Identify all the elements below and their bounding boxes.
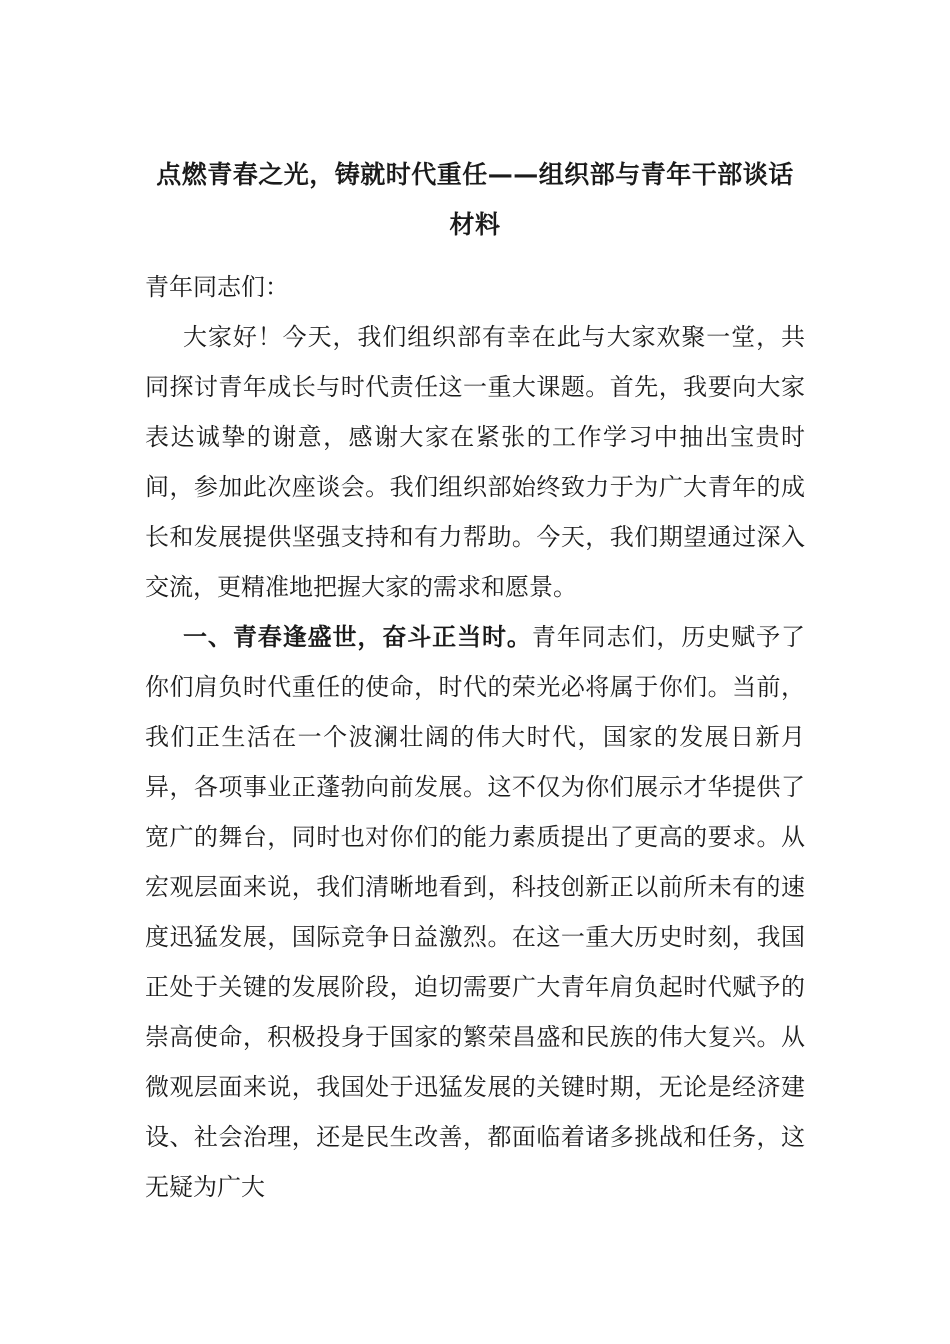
paragraph-intro: 大家好！今天，我们组织部有幸在此与大家欢聚一堂，共同探讨青年成长与时代责任这一重大课题。首先，我要向大家表达诚挚的谢意，感谢大家在紧张的工作学习中抽出宝贵时间，参加此次座谈会。我们组织部始终致力于为广大青年的成长和发展提供坚强支持和有力帮助。今天，我们期望通过深入交流，更精准地把握大家的需求和愿景。 bbox=[145, 323, 805, 601]
document-body bbox=[145, 262, 805, 1212]
section-1-heading: 一、青春逢盛世，奋斗正当时。 bbox=[183, 623, 532, 651]
salutation: 青年同志们： bbox=[145, 273, 289, 301]
document-title bbox=[145, 150, 805, 250]
title-line-2: 材料 bbox=[449, 210, 501, 239]
title-line-1: 点燃青春之光，铸就时代重任——组织部与青年干部谈话 bbox=[156, 160, 794, 189]
paragraph-section-1 bbox=[145, 612, 805, 1212]
section-1-text: 青年同志们，历史赋予了你们肩负时代重任的使命，时代的荣光必将属于你们。当前，我们正生活在一个波澜壮阔的伟大时代，国家的发展日新月异，各项事业正蓬勃向前发展。这不仅为你们展示才华提供了宽广的舞台，同时也对你们的能力素质提出了更高的要求。从宏观层面来说，我们清晰地看到，科技创新正以前所未有的速度迅猛发展，国际竞争日益激烈。在这一重大历史时刻，我国正处于关键的发展阶段，迫切需要广大青年肩负起时代赋予的崇高使命，积极投身于国家的繁荣昌盛和民族的伟大复兴。从微观层面来说，我国处于迅猛发展的关键时期，无论是经济建设、社会治理，还是民生改善，都面临着诸多挑战和任务，这无疑为广大 bbox=[145, 623, 806, 1201]
